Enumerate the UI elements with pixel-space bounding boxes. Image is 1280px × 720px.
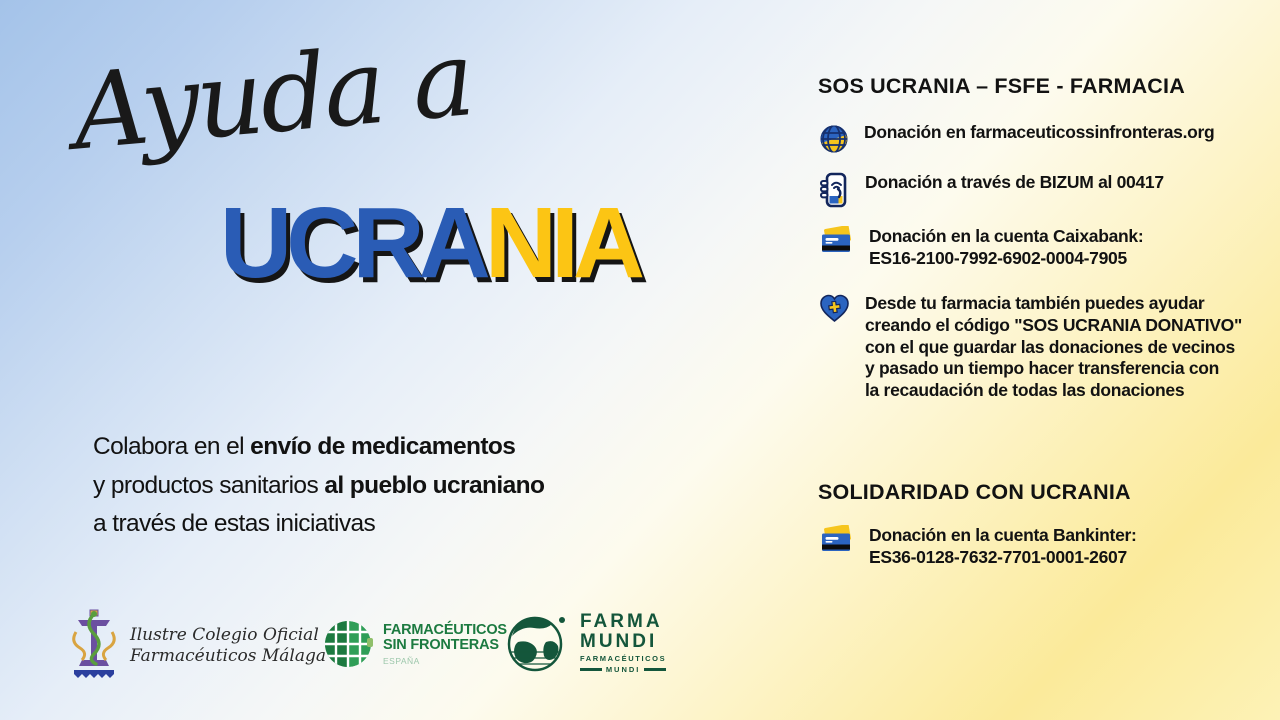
donation-line: Donación en farmaceuticossinfronteras.org (864, 122, 1215, 142)
donation-line: Donación en la cuenta Bankinter: (869, 525, 1137, 545)
fsf-line1: FARMACÉUTICOS (383, 621, 507, 638)
donation-item-bizum (818, 172, 1164, 209)
intro-text: y productos sanitarios (93, 471, 325, 499)
malaga-emblem-icon (68, 606, 120, 686)
title-yellow-part: NIA (484, 187, 640, 299)
title-blue-part: UCRA (220, 187, 485, 299)
intro-paragraph (93, 428, 693, 544)
bank-card-icon (818, 226, 855, 257)
malaga-line1: Ilustre Colegio Oficial (130, 625, 319, 645)
malaga-line2: Farmacéuticos Málaga (130, 646, 326, 666)
farmamundi-line1: FARMA (580, 611, 663, 632)
donation-item-bankinter (818, 525, 1137, 569)
donation-line: con el que guardar las donaciones de vecinos (865, 336, 1235, 357)
main-title (220, 186, 639, 301)
donation-line: la recaudación de todas las donaciones (865, 380, 1185, 401)
iban-caixabank: ES16-2100-7992-6902-0004-7905 (869, 247, 1127, 268)
intro-bold: al pueblo ucraniano (324, 471, 545, 499)
donation-text (865, 172, 1164, 194)
fsf-logo-text (383, 623, 507, 666)
intro-text: a través de estas iniciativas (93, 510, 376, 537)
farmamundi-band (580, 665, 666, 674)
globe-icon (818, 122, 850, 156)
donation-item-web (818, 122, 1214, 156)
farmamundi-line2: MUNDI (580, 630, 658, 652)
script-title: Ayuda a (68, 17, 477, 174)
intro-bold: envío de medicamentos (250, 433, 516, 460)
donation-line: Donación en la cuenta Caixabank: (869, 226, 1144, 246)
malaga-logo-text (130, 625, 326, 667)
donation-text (865, 293, 1242, 402)
heart-plus-icon (818, 293, 851, 324)
donation-item-caixabank (818, 226, 1143, 270)
donation-line: Donación a través de BIZUM al 00417 (865, 172, 1164, 192)
intro-text: Colabora en el (93, 433, 251, 460)
donation-item-farmacia-codigo (818, 293, 1242, 402)
bizum-phone-icon (818, 172, 851, 209)
iban-bankinter: ES36-0128-7632-7701-0001-2607 (869, 546, 1127, 567)
logo-farmamundi (506, 612, 666, 674)
donation-text (869, 525, 1137, 569)
fsf-globe-icon (323, 618, 375, 670)
donation-line: y pasado un tiempo hacer transferencia con (865, 358, 1220, 379)
logo-colegio-malaga (68, 606, 326, 686)
logo-farmaceuticos-sin-fronteras (323, 618, 507, 670)
farmamundi-logo-text (580, 612, 666, 674)
fsf-line2: SIN FRONTERAS (383, 637, 499, 653)
bank-card-icon (818, 525, 855, 556)
solidaridad-section-heading: SOLIDARIDAD CON UCRANIA (818, 480, 1131, 504)
donation-line: creando el código "SOS UCRANIA DONATIVO" (865, 314, 1242, 335)
farmamundi-line4: MUNDI (605, 665, 641, 674)
sos-section-heading: SOS UCRANIA – FSFE - FARMACIA (818, 74, 1185, 98)
fsf-line3: ESPAÑA (383, 655, 420, 666)
donation-line: Desde tu farmacia también puedes ayudar (865, 293, 1205, 313)
donation-text (869, 226, 1143, 270)
donation-text (864, 122, 1214, 144)
farmamundi-globe-icon (506, 612, 570, 674)
farmamundi-line3: FARMACÉUTICOS (580, 654, 667, 663)
